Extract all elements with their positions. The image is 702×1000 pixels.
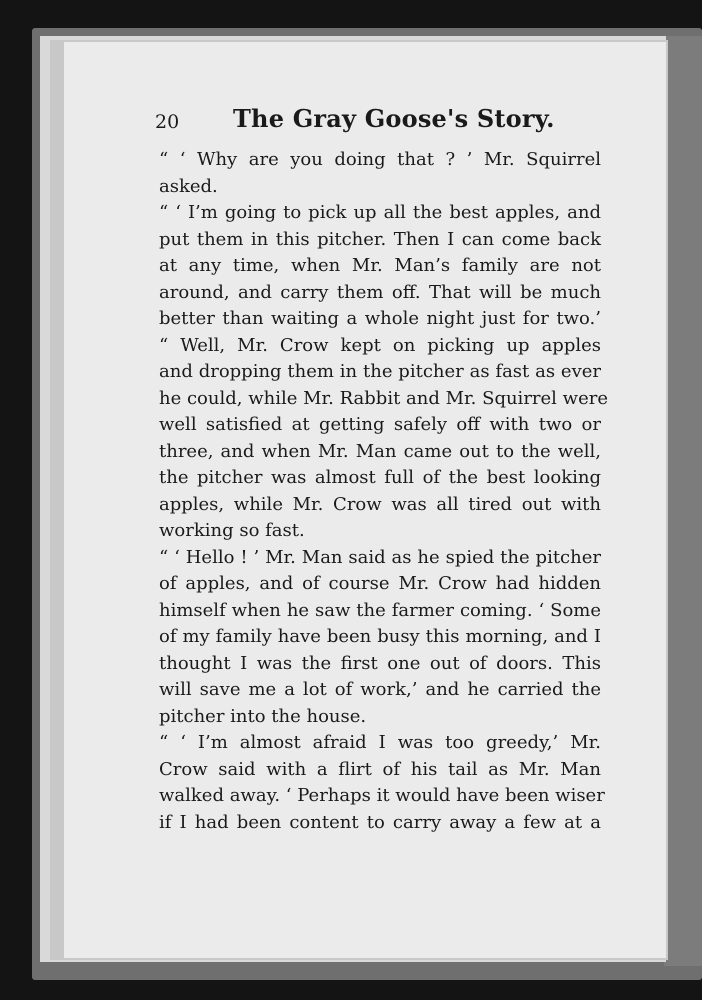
text-line: “ ‘ I’m going to pick up all the best apples, and: [159, 202, 601, 223]
text-line: working so fast.: [159, 520, 305, 541]
text-line: “ Well, Mr. Crow kept on picking up apples: [159, 334, 601, 356]
cover-edge: [664, 36, 702, 966]
text-line: Crow said with a flirt of his tail as Mr. Man: [159, 758, 601, 780]
text-line: around, and carry them off. That will be much: [159, 281, 601, 303]
text-line: walked away. ‘ Perhaps it would have been wiser: [159, 785, 605, 806]
text-line: apples, while Mr. Crow was all tired out with: [159, 493, 601, 515]
text-line: pitcher into the house.: [159, 705, 367, 727]
text-line: “ ‘ I’m almost afraid I was too greedy,’ Mr.: [159, 732, 601, 753]
text-line: he could, while Mr. Rabbit and Mr. Squirrel were: [159, 387, 608, 409]
text-line: at any time, when Mr. Man’s family are not: [159, 255, 601, 276]
text-line: of apples, and of course Mr. Crow had hidden: [159, 573, 601, 594]
text-line: thought I was the first one out of doors. This: [159, 652, 601, 674]
text-line: “ ‘ Why are you doing that ? ’ Mr. Squirrel: [159, 149, 601, 170]
text-line: the pitcher was almost full of the best looking: [159, 467, 601, 488]
running-head: The Gray Goose's Story.: [233, 104, 555, 133]
text-line: and dropping them in the pitcher as fast as ever: [159, 361, 601, 382]
text-line: asked.: [159, 175, 218, 197]
text-line: of my family have been busy this morning, and I: [159, 626, 601, 647]
text-line: himself when he saw the farmer coming. ‘ Some: [159, 599, 601, 621]
book-page: [64, 42, 666, 958]
text-line: better than waiting a whole night just for two.’: [159, 308, 601, 329]
text-line: well satisfied at getting safely off with two or: [159, 414, 601, 435]
page-number: 20: [155, 111, 180, 133]
text-line: put them in this pitcher. Then I can come back: [159, 228, 601, 250]
text-line: if I had been content to carry away a few at a: [159, 811, 601, 833]
body-text: [159, 147, 608, 836]
text-line: will save me a lot of work,’ and he carried the: [159, 679, 601, 700]
text-line: three, and when Mr. Man came out to the well,: [159, 440, 601, 462]
text-line: “ ‘ Hello ! ’ Mr. Man said as he spied the pitcher: [159, 546, 601, 568]
